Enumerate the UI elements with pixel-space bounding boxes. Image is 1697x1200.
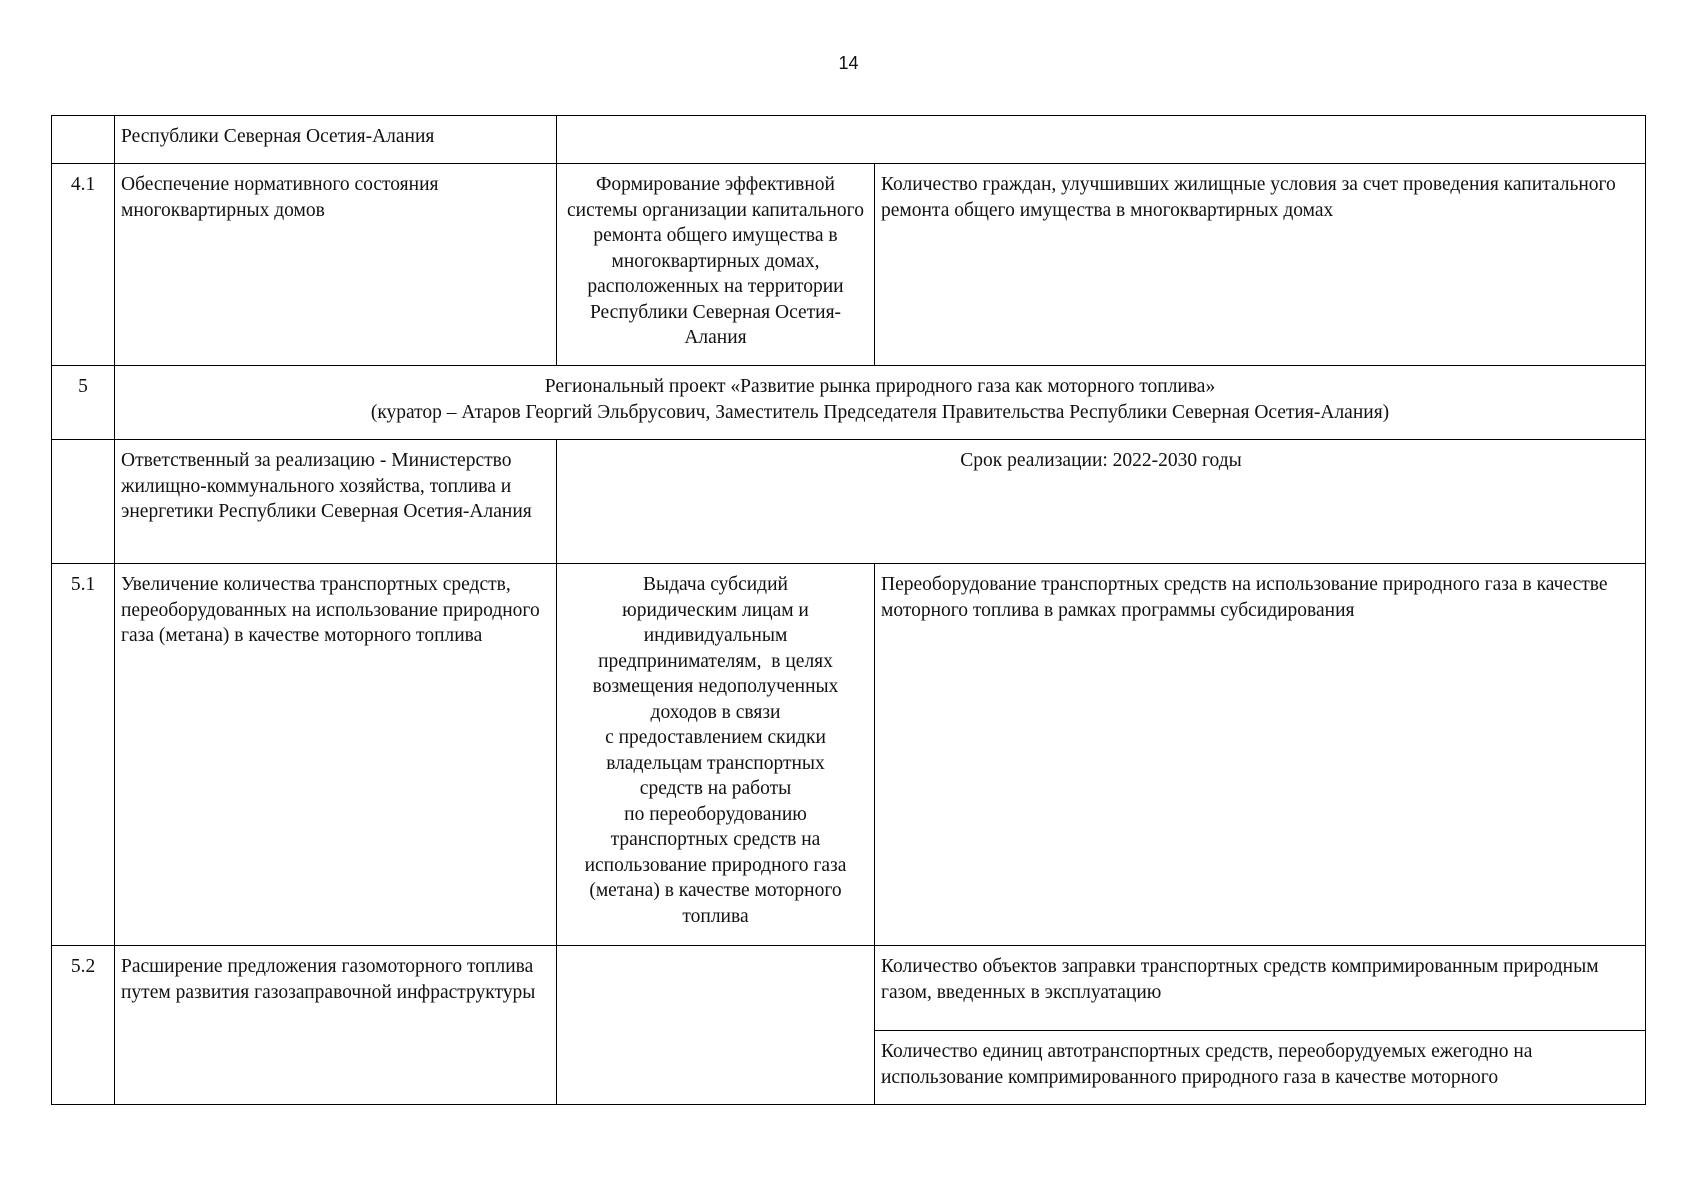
project-title-cell bbox=[115, 366, 1646, 440]
effect-line: Выдача субсидий bbox=[643, 574, 788, 595]
empty-cell bbox=[557, 116, 1646, 164]
effect-line: средств на работы bbox=[639, 778, 792, 799]
effect-line: индивидуальным bbox=[643, 625, 788, 646]
effect-line: по переоборудованию bbox=[624, 803, 807, 825]
indicator-cell: Переоборудование транспортных средств на использование природного газа в качестве моторного топлива в рамках программы субсидирования bbox=[875, 564, 1646, 946]
table-row bbox=[52, 946, 1646, 1031]
table-row bbox=[52, 164, 1646, 366]
effect-cell bbox=[557, 946, 875, 1105]
effect-line: транспортных средств на bbox=[610, 829, 821, 850]
row-number-cell bbox=[52, 440, 115, 564]
effect-cell bbox=[557, 564, 875, 946]
effect-line: доходов в связи bbox=[650, 701, 781, 723]
effect-cell: Формирование эффективной системы организации капитального ремонта общего имущества в многоквартирных домах, расположенных на территории Республики Северная Осетия-Алания bbox=[557, 164, 875, 366]
indicator-cell: Количество единиц автотранспортных средств, переоборудуемых ежегодно на использование компримированного природного газа в качестве моторного bbox=[875, 1031, 1646, 1105]
task-cell: Обеспечение нормативного состояния многоквартирных домов bbox=[115, 164, 557, 366]
table-row bbox=[52, 440, 1646, 564]
term-cell: Срок реализации: 2022-2030 годы bbox=[557, 440, 1646, 564]
table-row bbox=[52, 564, 1646, 946]
row-number-cell: 5.1 bbox=[52, 564, 115, 946]
indicator-cell: Количество объектов заправки транспортных средств компримированным природным газом, введенных в эксплуатацию bbox=[875, 946, 1646, 1031]
effect-line: возмещения недополученных bbox=[592, 676, 839, 697]
effect-line: с предоставлением скидки bbox=[605, 727, 826, 748]
row-number-cell: 5.2 bbox=[52, 946, 115, 1105]
indicator-cell: Количество граждан, улучшивших жилищные условия за счет проведения капитального ремонта общего имущества в многоквартирных домах bbox=[875, 164, 1646, 366]
effect-line: (метана) в качестве моторного bbox=[589, 880, 842, 901]
effect-line: использование природного газа bbox=[584, 854, 847, 876]
table-row bbox=[52, 366, 1646, 440]
project-curator: (куратор – Атаров Георгий Эльбрусович, Заместитель Председателя Правительства Республики Северная Осетия-Алания) bbox=[370, 401, 1390, 423]
task-cell: Республики Северная Осетия-Алания bbox=[115, 116, 557, 164]
effect-line: топлива bbox=[682, 905, 749, 927]
row-number-cell bbox=[52, 116, 115, 164]
effect-line: владельцам транспортных bbox=[606, 752, 825, 774]
projects-table bbox=[51, 115, 1646, 1105]
effect-line: предпринимателям, в целях bbox=[598, 650, 833, 672]
table-row bbox=[52, 116, 1646, 164]
project-title: Региональный проект «Развитие рынка природного газа как моторного топлива» bbox=[544, 376, 1216, 397]
page-number: 14 bbox=[838, 53, 859, 73]
task-cell: Расширение предложения газомоторного топлива путем развития газозаправочной инфраструктуры bbox=[115, 946, 557, 1105]
responsible-cell: Ответственный за реализацию - Министерство жилищно-коммунального хозяйства, топлива и энергетики Республики Северная Осетия-Алания bbox=[115, 440, 557, 564]
row-number-cell: 4.1 bbox=[52, 164, 115, 366]
task-cell: Увеличение количества транспортных средств, переоборудованных на использование природного газа (метана) в качестве моторного топлива bbox=[115, 564, 557, 946]
effect-line: юридическим лицам и bbox=[622, 599, 809, 621]
row-number-cell: 5 bbox=[52, 366, 115, 440]
